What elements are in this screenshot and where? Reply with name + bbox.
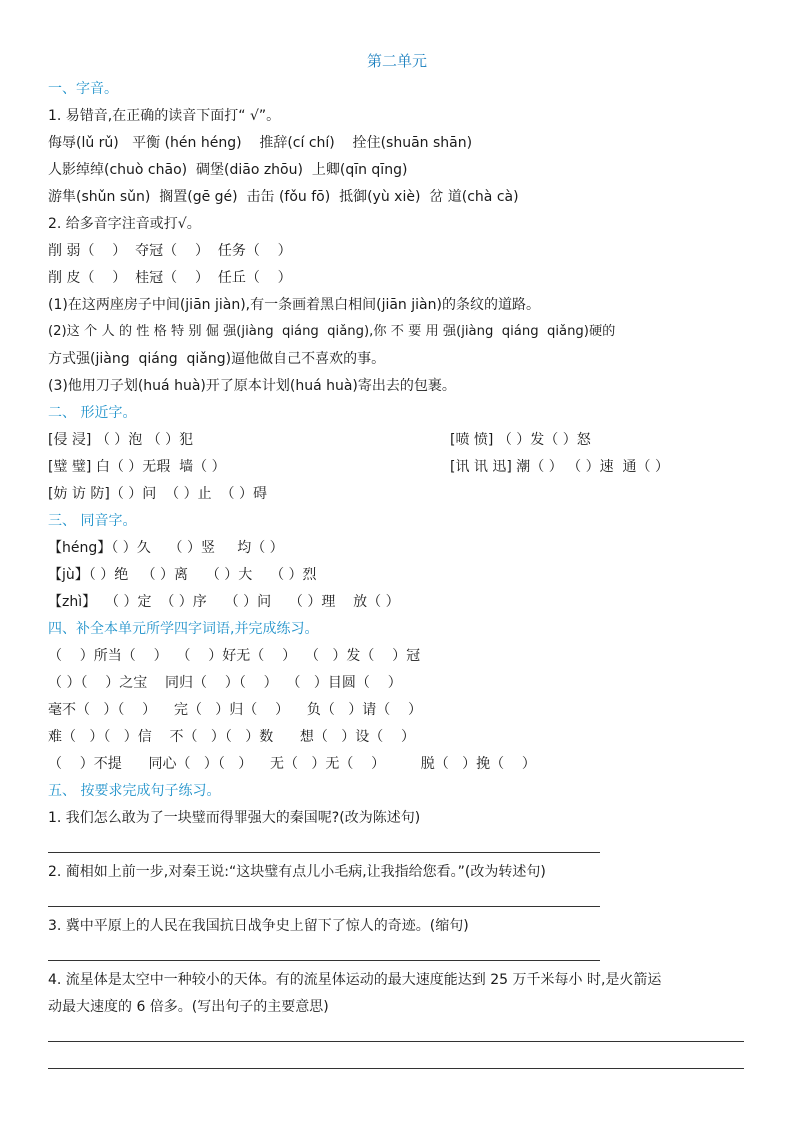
homophone-row-3: 【zhì】 （ ）定 （ ）序 （ ）问 （ ）理 放（ ） <box>48 594 400 610</box>
exercise-1: 1. 我们怎么敢为了一块璧而得罪强大的秦国呢?(改为陈述句) <box>48 810 421 826</box>
exercise-3: 3. 冀中平原上的人民在我国抗日战争史上留下了惊人的奇迹。(缩句) <box>48 918 469 934</box>
idiom-row-3: 毫不（ ）（ ） 完（ ）归（ ） 负（ ）请（ ） <box>48 702 423 718</box>
homophone-row-1: 【héng】（ ）久 （ ）竖 均（ ） <box>48 540 284 556</box>
exercise-2: 2. 蔺相如上前一步,对秦王说:“这块璧有点儿小毛病,让我指给您看。”(改为转述句) <box>48 864 546 880</box>
section-2-heading: 二、 形近字。 <box>48 405 137 421</box>
section-5-heading: 五、 按要求完成句子练习。 <box>48 783 221 799</box>
exercise-4b: 动最大速度的 6 倍多。(写出句子的主要意思) <box>48 999 329 1015</box>
similar-char-row-2-left: [璧 璧] 白（ ）无瑕 墙（ ） <box>48 459 226 475</box>
section-1-heading: 一、字音。 <box>48 81 118 97</box>
polyphone-row-1: 削 弱（ ） 夺冠（ ） 任务（ ） <box>48 243 292 259</box>
polyphone-row-2: 削 皮（ ） 桂冠（ ） 任丘（ ） <box>48 270 292 286</box>
similar-char-row-1-left: [侵 浸] （ ）泡 （ ）犯 <box>48 432 194 448</box>
idiom-row-2: （ ）（ ）之宝 同归（ ）（ ） （ ）目圆（ ） <box>48 675 402 691</box>
question-1-2: 2. 给多音字注音或打√。 <box>48 216 201 232</box>
sentence-3: (3)他用刀子划(huá huà)开了原本计划(huá huà)寄出去的包裹。 <box>48 378 456 394</box>
idiom-row-4: 难（ ）（ ）信 不（ ）（ ）数 想（ ）设（ ） <box>48 729 416 745</box>
similar-char-row-3: [妨 访 防]（ ）问 （ ）止 （ ）碍 <box>48 486 267 502</box>
answer-line-1[interactable] <box>48 852 600 853</box>
similar-char-row-1-right: [喷 愤] （ ）发（ ）怒 <box>450 432 591 448</box>
pinyin-row-3: 游隼(shǔn sǔn) 搁置(gē gé) 击缶 (fǒu fō) 抵御(yù xiè) 岔 道(chà cà) <box>48 189 519 205</box>
answer-line-4b[interactable] <box>48 1068 744 1069</box>
idiom-row-5: （ ）不提 同心（ ）（ ） 无（ ）无（ ） 脱（ ）挽（ ） <box>48 756 536 772</box>
sentence-1: (1)在这两座房子中间(jiān jiàn),有一条画着黑白相间(jiān jiàn)的条纹的道路。 <box>48 297 540 313</box>
idiom-row-1: （ ）所当（ ） （ ）好无（ ） （ ）发（ ）冠 <box>48 648 421 664</box>
page-title: 第二单元 <box>366 52 427 70</box>
sentence-2a: (2)这 个 人 的 性 格 特 别 倔 强(jiàng qiáng qiǎng),你 不 要 用 强(jiàng qiáng qiǎng)硬的 <box>48 324 616 339</box>
question-1-1: 1. 易错音,在正确的读音下面打“ √”。 <box>48 108 281 124</box>
section-4-heading: 四、补全本单元所学四字词语,并完成练习。 <box>48 621 319 637</box>
answer-line-3[interactable] <box>48 960 600 961</box>
homophone-row-2: 【jù】（ ）绝 （ ）离 （ ）大 （ ）烈 <box>48 567 317 583</box>
similar-char-row-2-right: [讯 讯 迅] 潮（ ） （ ）速 通（ ） <box>450 459 669 475</box>
section-3-heading: 三、 同音字。 <box>48 513 137 529</box>
answer-line-2[interactable] <box>48 906 600 907</box>
exercise-4a: 4. 流星体是太空中一种较小的天体。有的流星体运动的最大速度能达到 25 万千米每小 时,是火箭运 <box>48 972 662 988</box>
pinyin-row-1: 侮辱(lǔ rǔ) 平衡 (hén héng) 推辞(cí chí) 拴住(shuān shān) <box>48 135 473 151</box>
pinyin-row-2: 人影绰绰(chuò chāo) 碉堡(diāo zhōu) 上卿(qīn qīng) <box>48 162 408 178</box>
sentence-2b: 方式强(jiàng qiáng qiǎng)逼他做自己不喜欢的事。 <box>48 351 386 367</box>
answer-line-4a[interactable] <box>48 1041 744 1042</box>
